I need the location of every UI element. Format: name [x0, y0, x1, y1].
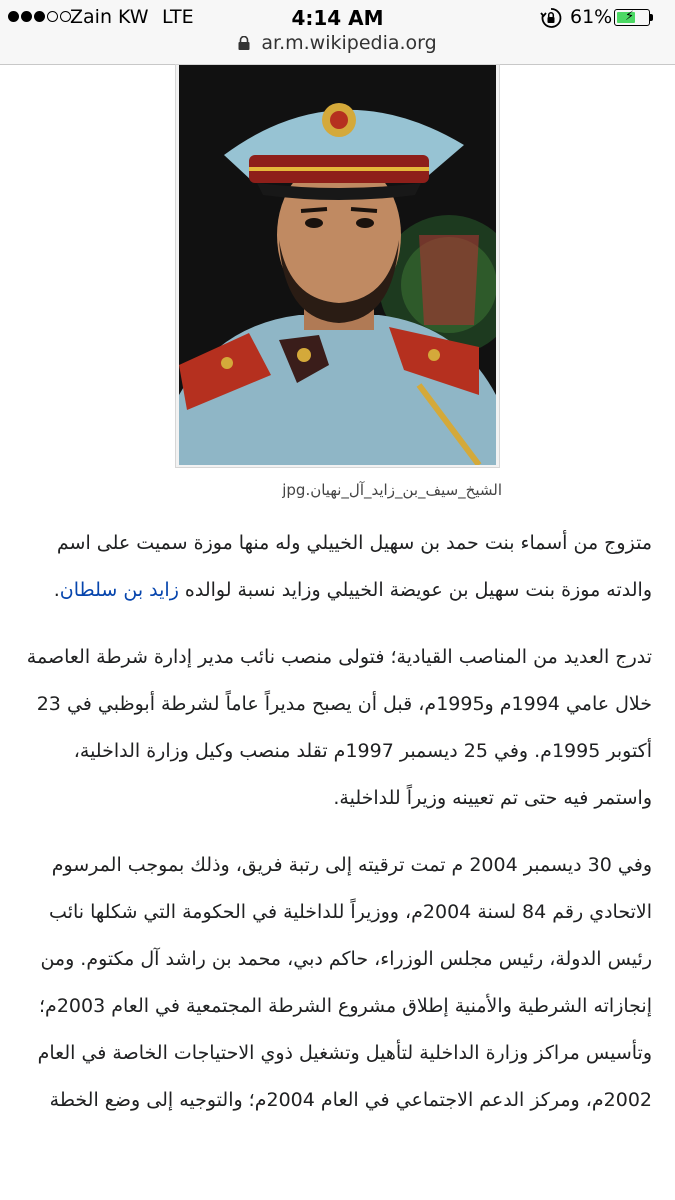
paragraph-marriage: [14, 520, 652, 614]
portrait-image: [179, 65, 496, 465]
rotation-lock-icon: [540, 7, 562, 29]
battery-percent: 61%: [570, 6, 613, 28]
battery-icon: [614, 9, 650, 26]
article-body: [14, 520, 652, 1144]
link-zayed-bin-sultan[interactable]: زايد بن سلطان: [59, 579, 179, 601]
status-row: [0, 6, 675, 32]
paragraph-marriage-text: متزوج من أسماء بنت حمد بن سهيل الخييلي وله منها موزة سميت على اسم والدته موزة بنت سهيل بن عويضة الخييلي وزايد نسبة لوالده: [56, 532, 652, 601]
address-bar[interactable]: [0, 32, 675, 58]
image-caption[interactable]: الشيخ_سيف_بن_زايد_آل_نهيان.jpg: [282, 481, 502, 499]
secure-lock-icon: [238, 36, 250, 50]
network-type: LTE: [162, 6, 194, 28]
paragraph-career: تدرج العديد من المناصب القيادية؛ فتولى منصب نائب مدير إدارة شرطة العاصمة خلال عامي 1994م و1995م، قبل أن يصبح مديراً عاماً لشرطة أبوظبي في 23 أكتوبر 1995م. وفي 25 ديسمبر 1997م تقلد منصب وكيل وزارة الداخلية، واستمر فيه حتى تم تعيينه وزيراً للداخلية.: [26, 646, 652, 809]
battery-nub: [650, 14, 653, 21]
carrier-name: Zain KW: [70, 6, 149, 28]
url-text: ar.m.wikipedia.org: [261, 32, 437, 54]
charging-bolt-icon: ⚡: [625, 9, 635, 24]
ios-status-bar: [0, 0, 675, 65]
clock: 4:14 AM: [291, 6, 384, 30]
paragraph-promotion: وفي 30 ديسمبر 2004 م تمت ترقيته إلى رتبة فريق، وذلك بموجب المرسوم الاتحادي رقم 84 لسنة 2004م، ووزيراً للداخلية في الحكومة التي شكلها نائب رئيس الدولة، رئيس مجلس الوزراء، حاكم دبي، محمد بن راشد آل مكتوم. ومن إنجازاته الشرطية والأمنية إطلاق مشروع الشرطة المجتمعية في العام 2003م؛ وتأسيس مراكز وزارة الداخلية لتأهيل وتشغيل ذوي الاحتياجات الخاصة في العام 2002م، ومركز الدعم الاجتماعي في العام 2004م؛ والتوجيه إلى وضع الخطة: [37, 854, 652, 1111]
article-figure[interactable]: [175, 64, 500, 468]
paragraph-marriage-end: .: [53, 579, 60, 601]
